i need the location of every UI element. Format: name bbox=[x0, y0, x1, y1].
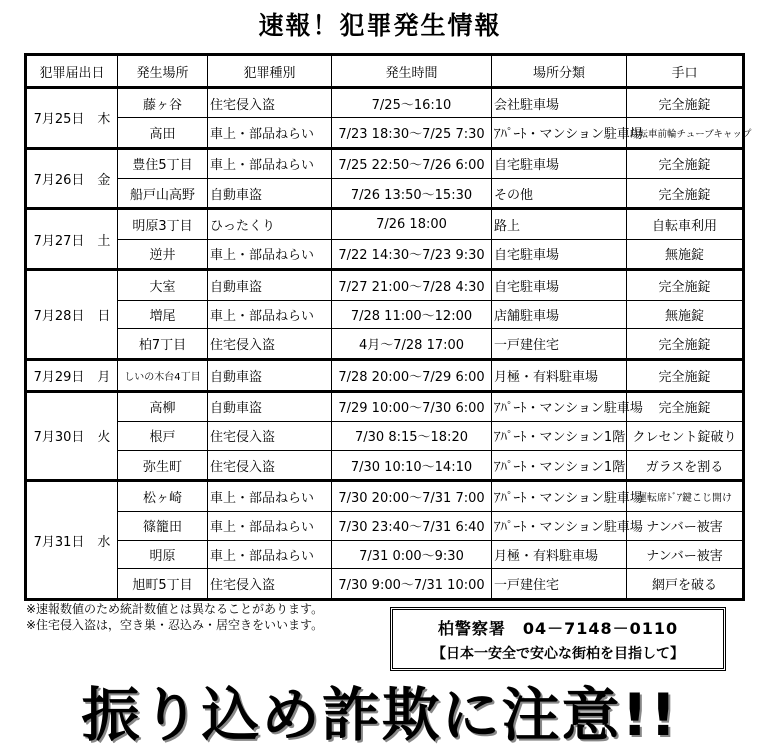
column-header: 場所分類 bbox=[492, 55, 627, 88]
time-cell: 7/28 11:00～12:00 bbox=[332, 300, 492, 329]
location-type-cell: 店舗駐車場 bbox=[492, 300, 627, 329]
table-body bbox=[26, 88, 752, 600]
method-cell: 運転席ﾄﾞｱ鍵こじ開け bbox=[627, 481, 744, 511]
method-cell: 自転車利用 bbox=[627, 209, 744, 239]
crime-type-cell: 車上・部品ねらい bbox=[208, 511, 332, 540]
location-type-cell: ｱﾊﾟｰﾄ・マンション駐車場 bbox=[492, 481, 627, 511]
location-type-cell: 月極・有料駐車場 bbox=[492, 359, 627, 391]
table-row bbox=[26, 329, 744, 359]
method-cell: 自転車前輪チューブキャップ bbox=[627, 118, 744, 148]
crime-type-cell: 住宅侵入盗 bbox=[208, 569, 332, 600]
place-cell: しいの木台4丁目 bbox=[118, 359, 208, 391]
column-header: 発生場所 bbox=[118, 55, 208, 88]
table-row bbox=[26, 239, 744, 269]
crime-type-cell: 自動車盗 bbox=[208, 179, 332, 209]
table-row bbox=[26, 300, 744, 329]
place-cell: 根戸 bbox=[118, 421, 208, 450]
place-cell: 高田 bbox=[118, 118, 208, 148]
table-row bbox=[26, 179, 744, 209]
place-cell: 高柳 bbox=[118, 391, 208, 421]
time-cell: 7/30 8:15～18:20 bbox=[332, 421, 492, 450]
column-header: 発生時間 bbox=[332, 55, 492, 88]
crime-type-cell: 車上・部品ねらい bbox=[208, 118, 332, 148]
method-cell: ガラスを割る bbox=[627, 450, 744, 480]
place-cell: 明原3丁目 bbox=[118, 209, 208, 239]
place-cell: 大室 bbox=[118, 270, 208, 300]
method-cell: ナンバー被害 bbox=[627, 511, 744, 540]
table-row bbox=[26, 511, 744, 540]
method-cell: 無施錠 bbox=[627, 300, 744, 329]
crime-type-cell: 車上・部品ねらい bbox=[208, 148, 332, 178]
table-row bbox=[26, 540, 744, 569]
report-date-cell: 7月26日 金 bbox=[26, 148, 118, 209]
time-cell: 7/26 18:00 bbox=[332, 209, 492, 239]
method-cell: ナンバー被害 bbox=[627, 540, 744, 569]
time-cell: 7/26 13:50～15:30 bbox=[332, 179, 492, 209]
column-header: 手口 bbox=[627, 55, 744, 88]
crime-type-cell: 住宅侵入盗 bbox=[208, 421, 332, 450]
table-row bbox=[26, 421, 744, 450]
time-cell: 4月～7/28 17:00 bbox=[332, 329, 492, 359]
column-header: 犯罪届出日 bbox=[26, 55, 118, 88]
crime-type-cell: 自動車盗 bbox=[208, 359, 332, 391]
note-line: ※速報数値のため統計数値とは異なることがあります。 bbox=[26, 602, 324, 616]
table-row bbox=[26, 450, 744, 480]
report-date-cell: 7月27日 土 bbox=[26, 209, 118, 270]
table-row bbox=[26, 359, 744, 391]
method-cell: 完全施錠 bbox=[627, 88, 744, 118]
crime-type-cell: 住宅侵入盗 bbox=[208, 450, 332, 480]
crime-type-cell: 車上・部品ねらい bbox=[208, 540, 332, 569]
crime-type-cell: ひったくり bbox=[208, 209, 332, 239]
location-type-cell: ｱﾊﾟｰﾄ・マンション1階 bbox=[492, 450, 627, 480]
location-type-cell: 自宅駐車場 bbox=[492, 270, 627, 300]
report-date-cell: 7月30日 火 bbox=[26, 391, 118, 481]
table-row bbox=[26, 148, 744, 178]
method-cell: 無施錠 bbox=[627, 239, 744, 269]
time-cell: 7/30 9:00～7/31 10:00 bbox=[332, 569, 492, 600]
page-title: 速報！犯罪発生情報 bbox=[258, 11, 502, 40]
time-cell: 7/25 22:50～7/26 6:00 bbox=[332, 148, 492, 178]
police-contact-box bbox=[390, 607, 726, 671]
time-cell: 7/23 18:30～7/25 7:30 bbox=[332, 118, 492, 148]
time-cell: 7/29 10:00～7/30 6:00 bbox=[332, 391, 492, 421]
report-date-cell: 7月25日 木 bbox=[26, 88, 118, 149]
location-type-cell: 自宅駐車場 bbox=[492, 148, 627, 178]
crime-type-cell: 自動車盗 bbox=[208, 391, 332, 421]
time-cell: 7/22 14:30～7/23 9:30 bbox=[332, 239, 492, 269]
location-type-cell: 自宅駐車場 bbox=[492, 239, 627, 269]
place-cell: 柏7丁目 bbox=[118, 329, 208, 359]
table-row bbox=[26, 88, 744, 118]
location-type-cell: ｱﾊﾟｰﾄ・マンション1階 bbox=[492, 421, 627, 450]
crime-type-cell: 自動車盗 bbox=[208, 270, 332, 300]
crime-type-cell: 車上・部品ねらい bbox=[208, 300, 332, 329]
time-cell: 7/25～16:10 bbox=[332, 88, 492, 118]
table-row bbox=[26, 118, 744, 148]
location-type-cell: 月極・有料駐車場 bbox=[492, 540, 627, 569]
method-cell: 完全施錠 bbox=[627, 179, 744, 209]
location-type-cell: ｱﾊﾟｰﾄ・マンション駐車場 bbox=[492, 118, 627, 148]
method-cell: 完全施錠 bbox=[627, 148, 744, 178]
table-row bbox=[26, 481, 744, 511]
time-cell: 7/30 10:10～14:10 bbox=[332, 450, 492, 480]
method-cell: クレセント錠破り bbox=[627, 421, 744, 450]
time-cell: 7/27 21:00～7/28 4:30 bbox=[332, 270, 492, 300]
crime-type-cell: 車上・部品ねらい bbox=[208, 481, 332, 511]
method-cell: 完全施錠 bbox=[627, 359, 744, 391]
place-cell: 旭町5丁目 bbox=[118, 569, 208, 600]
report-date-cell: 7月28日 日 bbox=[26, 270, 118, 360]
location-type-cell: 一戸建住宅 bbox=[492, 329, 627, 359]
location-type-cell: 一戸建住宅 bbox=[492, 569, 627, 600]
warning-banner: 振り込め詐欺に注意!! bbox=[81, 681, 679, 749]
table-row bbox=[26, 391, 744, 421]
report-date-cell: 7月31日 水 bbox=[26, 481, 118, 600]
place-cell: 増尾 bbox=[118, 300, 208, 329]
place-cell: 弥生町 bbox=[118, 450, 208, 480]
method-cell: 完全施錠 bbox=[627, 391, 744, 421]
location-type-cell: ｱﾊﾟｰﾄ・マンション駐車場 bbox=[492, 511, 627, 540]
table-header-row bbox=[26, 55, 744, 88]
crime-type-cell: 住宅侵入盗 bbox=[208, 88, 332, 118]
time-cell: 7/28 20:00～7/29 6:00 bbox=[332, 359, 492, 391]
crime-type-cell: 住宅侵入盗 bbox=[208, 329, 332, 359]
place-cell: 明原 bbox=[118, 540, 208, 569]
table-row bbox=[26, 569, 744, 600]
police-slogan: 【日本一安全で安心な街柏を目指して】 bbox=[432, 646, 684, 662]
location-type-cell: ｱﾊﾟｰﾄ・マンション駐車場 bbox=[492, 391, 627, 421]
method-cell: 完全施錠 bbox=[627, 270, 744, 300]
place-cell: 豊住5丁目 bbox=[118, 148, 208, 178]
table-row bbox=[26, 270, 744, 300]
notes bbox=[26, 601, 323, 633]
time-cell: 7/30 23:40～7/31 6:40 bbox=[332, 511, 492, 540]
police-name-phone: 柏警察署 04－7148－0110 bbox=[437, 619, 679, 638]
table-row bbox=[26, 209, 744, 239]
method-cell: 網戸を破る bbox=[627, 569, 744, 600]
location-type-cell: 会社駐車場 bbox=[492, 88, 627, 118]
crime-type-cell: 車上・部品ねらい bbox=[208, 239, 332, 269]
location-type-cell: その他 bbox=[492, 179, 627, 209]
location-type-cell: 路上 bbox=[492, 209, 627, 239]
place-cell: 松ヶ崎 bbox=[118, 481, 208, 511]
place-cell: 船戸山高野 bbox=[118, 179, 208, 209]
column-header: 犯罪種別 bbox=[208, 55, 332, 88]
report-date-cell: 7月29日 月 bbox=[26, 359, 118, 391]
place-cell: 篠籠田 bbox=[118, 511, 208, 540]
time-cell: 7/31 0:00～9:30 bbox=[332, 540, 492, 569]
note-line: ※住宅侵入盗は，空き巣・忍込み・居空きをいいます。 bbox=[26, 618, 324, 632]
place-cell: 逆井 bbox=[118, 239, 208, 269]
crime-table bbox=[24, 53, 752, 601]
place-cell: 藤ヶ谷 bbox=[118, 88, 208, 118]
time-cell: 7/30 20:00～7/31 7:00 bbox=[332, 481, 492, 511]
method-cell: 完全施錠 bbox=[627, 329, 744, 359]
